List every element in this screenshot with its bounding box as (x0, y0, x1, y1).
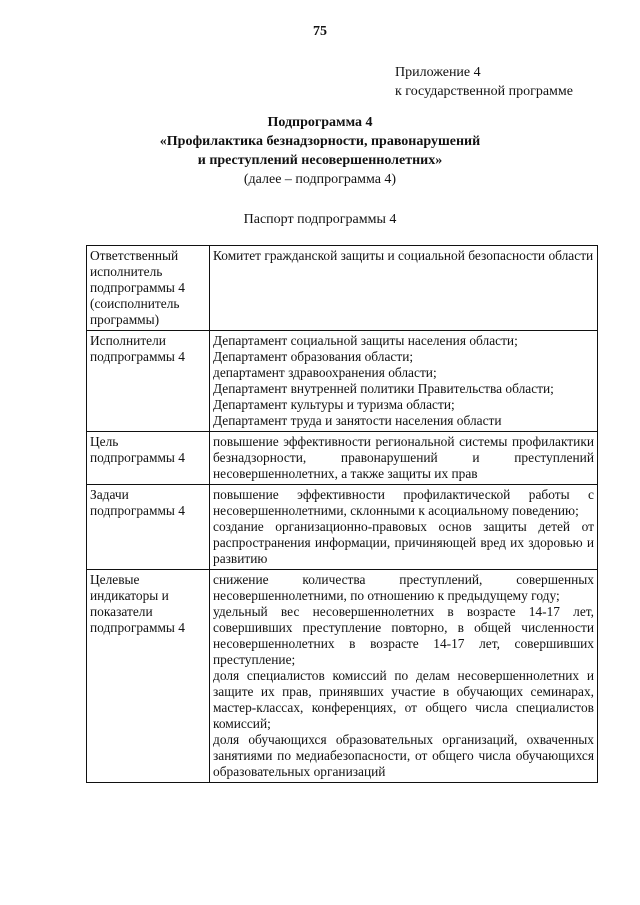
title-line-2: «Профилактика безнадзорности, правонарушений (159, 134, 481, 149)
row-value-paragraph: повышение эффективности региональной системы профилактики безнадзорности, правонарушений и преступлений несовершеннолетних, а также защиты их прав (213, 434, 594, 481)
row-label-line: показатели (90, 604, 153, 619)
title-line-4: (далее – подпрограмма 4) (243, 172, 397, 187)
row-label-cell (87, 432, 210, 485)
table-row (87, 570, 598, 783)
row-label-line: подпрограммы 4 (90, 620, 185, 635)
row-label-line: Целевые (90, 572, 140, 587)
row-value-paragraph: удельный вес несовершеннолетних в возрасте 14-17 лет, совершивших преступление повторно, в общей численности несовершеннолетних в возрасте 14-17 лет, совершивших преступление; (213, 604, 594, 667)
row-value-paragraph: доля обучающихся образовательных организаций, охваченных занятиями по медиабезопасности, от общего числа обучающихся образовательных организаций (213, 732, 594, 779)
row-label-line: подпрограммы 4 (90, 280, 185, 295)
title-line-3: и преступлений несовершеннолетних» (197, 153, 443, 168)
subprogram-title (0, 113, 640, 189)
row-value-paragraph: Департамент культуры и туризма области; (213, 397, 455, 412)
passport-title: Паспорт подпрограммы 4 (243, 212, 397, 227)
appendix-line-1: Приложение 4 (395, 65, 481, 80)
row-value-paragraph: снижение количества преступлений, совершенных несовершеннолетними, по отношению к предыдущему году; (213, 572, 594, 603)
row-label-line: подпрограммы 4 (90, 450, 185, 465)
row-label-line: Задачи (90, 487, 129, 502)
row-label-cell (87, 485, 210, 570)
table-row (87, 432, 598, 485)
row-value-paragraph: Департамент образования области; (213, 349, 414, 364)
row-value-cell (210, 331, 598, 432)
row-value-paragraph: Департамент внутренней политики Правительства области; (213, 381, 554, 396)
row-label-line: подпрограммы 4 (90, 503, 185, 518)
row-value-paragraph: Департамент труда и занятости населения области (213, 413, 502, 428)
row-label-line: Исполнители (90, 333, 166, 348)
row-label-line: программы) (90, 312, 160, 327)
row-value-paragraph: Комитет гражданской защиты и социальной безопасности области (213, 248, 594, 263)
appendix-line-2: к государственной программе (395, 84, 573, 99)
page-number: 75 (313, 24, 327, 39)
row-value-paragraph: создание организационно-правовых основ защиты детей от распространения информации, причиняющей вред их здоровью и развитию (213, 519, 594, 566)
row-label-cell (87, 570, 210, 783)
row-value-cell (210, 570, 598, 783)
row-value-cell (210, 432, 598, 485)
row-value-paragraph: доля специалистов комиссий по делам несовершеннолетних и защите их прав, принявших участие в обучающих семинарах, мастер-классах, конференциях, от общего числа специалистов комиссий; (213, 668, 594, 731)
row-label-cell (87, 331, 210, 432)
table-row (87, 485, 598, 570)
passport-table-body (87, 246, 598, 783)
row-value-cell (210, 246, 598, 331)
title-line-1: Подпрограмма 4 (267, 115, 373, 130)
row-label-line: Ответственный (90, 248, 179, 263)
table-row (87, 331, 598, 432)
row-label-line: исполнитель (90, 264, 163, 279)
row-label-line: подпрограммы 4 (90, 349, 185, 364)
row-label-line: (соисполнитель (90, 296, 180, 311)
row-label-cell (87, 246, 210, 331)
row-value-paragraph: департамент здравоохранения области; (213, 365, 437, 380)
row-value-cell (210, 485, 598, 570)
row-value-paragraph: Департамент социальной защиты населения области; (213, 333, 518, 348)
row-value-paragraph: повышение эффективности профилактической работы с несовершеннолетними, склонными к асоциальному поведению; (213, 487, 594, 518)
appendix-reference (395, 63, 625, 101)
row-label-line: Цель (90, 434, 119, 449)
table-row (87, 246, 598, 331)
row-label-line: индикаторы и (90, 588, 169, 603)
passport-table (86, 245, 598, 783)
